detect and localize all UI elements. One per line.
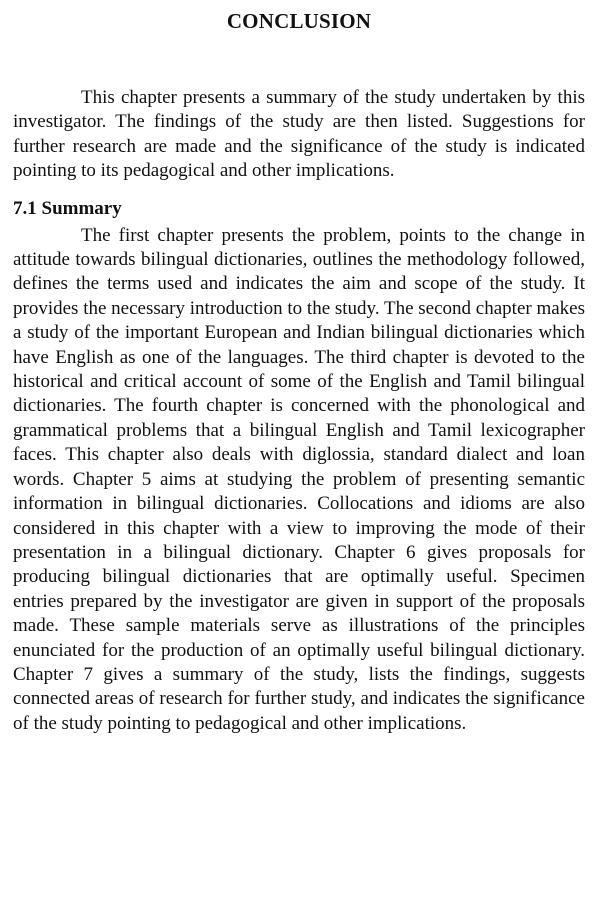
chapter-title: CONCLUSION	[226, 9, 372, 33]
intro-paragraph: This chapter presents a summary of the study undertaken by this investigator. The findings of the study are then listed. Suggestions for further research are made and the significance of the study is indicated pointing to its pedagogical and other implications.	[13, 87, 585, 182]
section-heading: 7.1 Summary	[13, 197, 122, 219]
summary-paragraph: The first chapter presents the problem, points to the change in attitude towards bilingual dictionaries, outlines the methodology followed, defines the terms used and indicates the aim and scope of the study. It provides the necessary introduction to the study. The second chapter makes a study of the important European and Indian bilingual dictionaries which have English as one of the languages. The third chapter is devoted to the historical and critical account of some of the English and Tamil bilingual dictionaries. The fourth chapter is concerned with the phonological and grammatical problems that a bilingual English and Tamil lexicographer faces. This chapter also deals with diglossia, standard dialect and loan words. Chapter 5 aims at studying the problem of presenting semantic information in bilingual dictionaries. Collocations and idioms are also considered in this chapter with a view to improving the mode of their presentation in a bilingual dictionary. Chapter 6 gives proposals for producing bilingual dictionaries that are optimally useful. Specimen entries prepared by the investigator are given in support of the proposals made. These sample materials serve as illustrations of the principles enunciated for the production of an optimally useful bilingual dictionary. Chapter 7 gives a summary of the study, lists the findings, suggests connected areas of research for further study, and indicates the significance of the study pointing to pedagogical and other implications.	[13, 224, 585, 734]
document-page	[13, 0, 585, 736]
